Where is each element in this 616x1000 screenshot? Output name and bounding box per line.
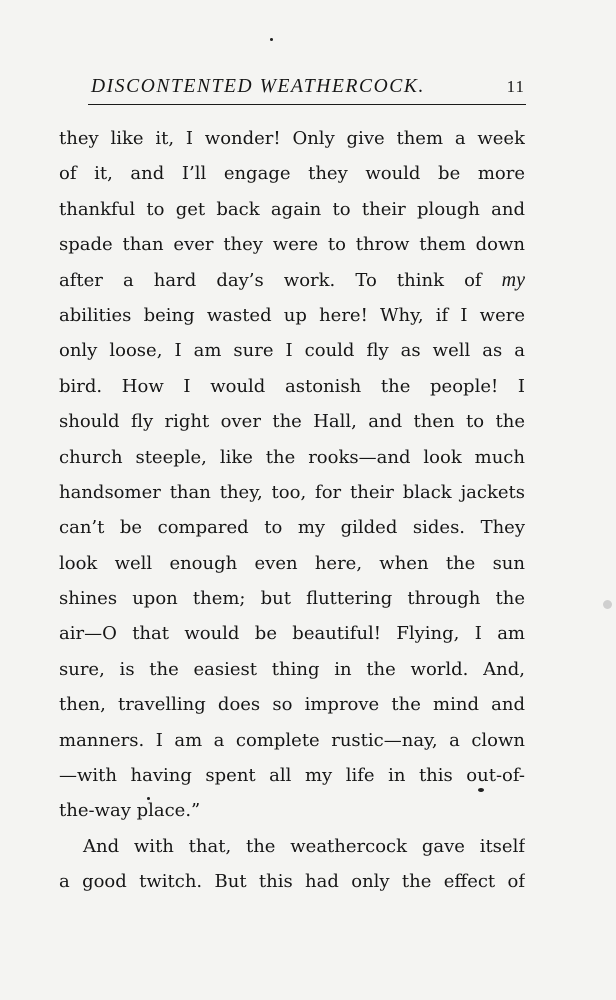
- ink-speck: [270, 38, 273, 41]
- text-line: then, travelling does so improve the mind and: [59, 694, 525, 716]
- text-line: spade than ever they were to throw them down: [59, 234, 525, 256]
- text-line: a good twitch. But this had only the effect of: [59, 871, 525, 893]
- text-line: can’t be compared to my gilded sides. They: [59, 517, 525, 539]
- text-line: —with having spent all my life in this out-of-: [59, 765, 525, 787]
- text-line: shines upon them; but fluttering through the: [59, 588, 525, 610]
- text-line-with-italic: [59, 263, 525, 298]
- text-line-segment: after a hard day’s work. To think of: [59, 269, 482, 291]
- text-line: only loose, I am sure I could fly as well as a: [59, 340, 525, 362]
- text-line: should fly right over the Hall, and then to the: [59, 411, 525, 433]
- page-number: 11: [506, 77, 525, 96]
- ink-speck: [147, 797, 150, 800]
- paper-smudge: [603, 600, 612, 609]
- text-line: thankful to get back again to their plough and: [59, 198, 525, 220]
- paragraph-first-line: And with that, the weathercock gave itself: [83, 835, 525, 857]
- header-rule: [88, 104, 526, 105]
- text-line: handsomer than they, too, for their black jackets: [59, 481, 525, 503]
- text-line: look well enough even here, when the sun: [59, 552, 525, 574]
- body-text: [59, 121, 525, 900]
- text-line: sure, is the easiest thing in the world. And,: [59, 658, 525, 680]
- running-title: DISCONTENTED WEATHERCOCK.: [91, 76, 425, 97]
- italic-emphasis: my: [501, 268, 525, 291]
- text-line: air—O that would be beautiful! Flying, I am: [59, 623, 525, 645]
- ink-speck: [478, 788, 484, 792]
- text-line: abilities being wasted up here! Why, if I were: [59, 304, 525, 326]
- text-line: bird. How I would astonish the people! I: [59, 375, 525, 397]
- text-line: church steeple, like the rooks—and look much: [59, 446, 525, 468]
- running-head: [85, 70, 525, 104]
- text-line: of it, and I’ll engage they would be more: [59, 163, 525, 185]
- text-line: the-way place.”: [59, 800, 201, 822]
- text-line: manners. I am a complete rustic—nay, a clown: [59, 729, 525, 751]
- text-line: they like it, I wonder! Only give them a week: [59, 128, 525, 149]
